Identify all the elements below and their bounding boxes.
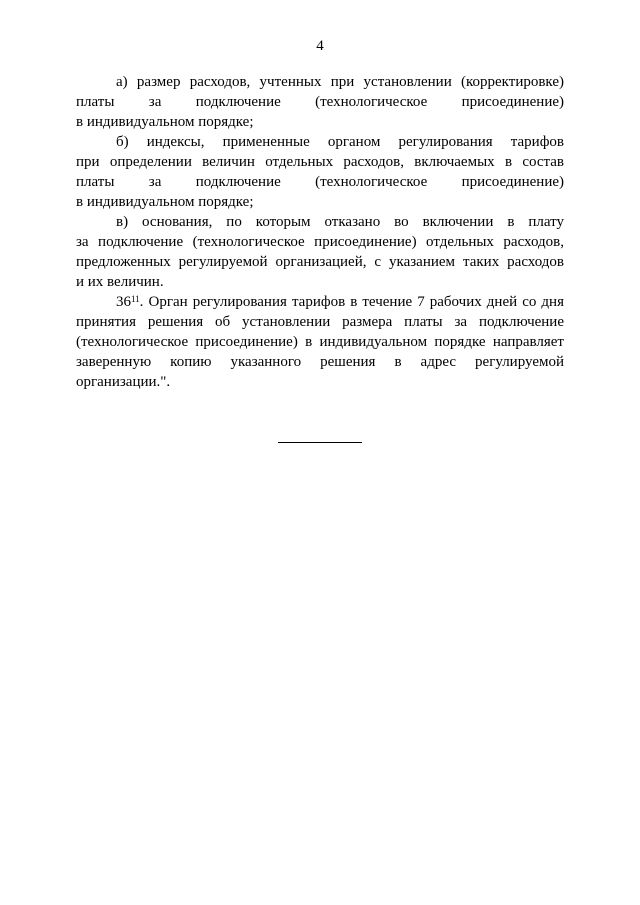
paragraph-line: заверенную копию указанного решения в адрес регулируемой — [76, 354, 564, 370]
paragraph-36-11 — [76, 292, 564, 392]
clause-number: 36 — [116, 294, 131, 310]
document-body — [76, 72, 564, 392]
paragraph-line: платы за подключение (технологическое присоединение) — [76, 94, 564, 110]
paragraph-line: в) основания, по которым отказано во включении в плату — [116, 214, 564, 230]
paragraph-line: платы за подключение (технологическое присоединение) — [76, 174, 564, 190]
paragraph-line: за подключение (технологическое присоединение) отдельных расходов, — [76, 234, 564, 250]
paragraph-line: а) размер расходов, учтенных при установлении (корректировке) — [116, 74, 564, 90]
paragraph-line: б) индексы, примененные органом регулирования тарифов — [116, 134, 564, 150]
paragraph-line — [76, 292, 564, 312]
paragraph-a — [76, 72, 564, 132]
paragraph-v — [76, 212, 564, 292]
paragraph-line: принятия решения об установлении размера платы за подключение — [76, 314, 564, 330]
paragraph-line: и их величин. — [76, 274, 164, 290]
paragraph-line: (технологическое присоединение) в индивидуальном порядке направляет — [76, 334, 564, 350]
paragraph-line: организации.". — [76, 374, 171, 390]
paragraph-line: при определении величин отдельных расходов, включаемых в состав — [76, 154, 564, 170]
paragraph-line: предложенных регулируемой организацией, с указанием таких расходов — [76, 254, 564, 270]
paragraph-line: в индивидуальном порядке; — [76, 114, 254, 130]
clause-number-superscript: 11 — [131, 294, 140, 304]
paragraph-b — [76, 132, 564, 212]
page-number: 4 — [316, 38, 324, 54]
paragraph-line-text: . Орган регулирования тарифов в течение 7 рабочих дней со дня — [139, 294, 564, 310]
paragraph-line: в индивидуальном порядке; — [76, 194, 254, 210]
end-separator-line — [278, 442, 362, 443]
